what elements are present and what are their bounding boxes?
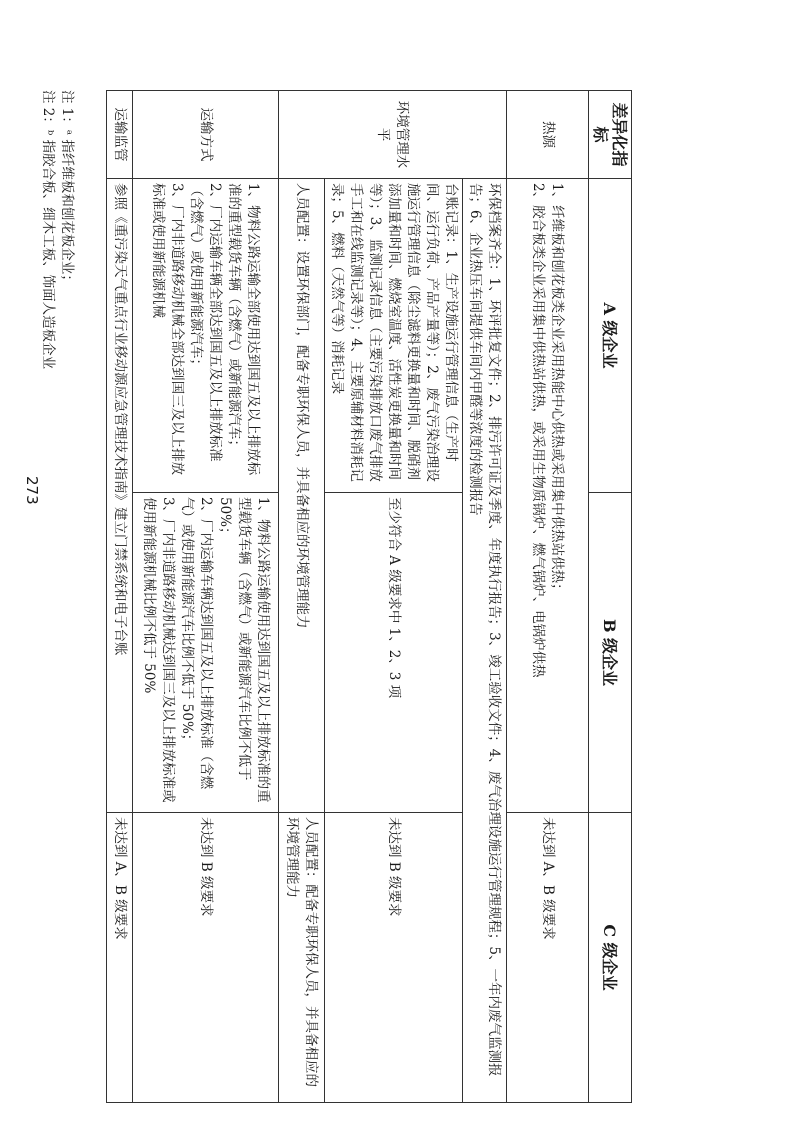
env-archive-text: 环保档案齐全：1、环评批复文件；2、排污许可证及季度、年度执行报告；3、竣工验收文件；4、废气治理设施运行管理规程；5、一年内废气监测报告；6、企业热压车间提供车间内甲醛等浓度的检测报告 bbox=[463, 179, 507, 1103]
heat-source-row bbox=[507, 91, 589, 1103]
transport-label: 运输方式 bbox=[133, 91, 279, 179]
page-number: 273 bbox=[23, 476, 41, 505]
transport-monitor-c: 未达到 A、B 级要求 bbox=[107, 813, 133, 1103]
heat-source-ab bbox=[507, 179, 589, 813]
rotated-content bbox=[23, 90, 632, 1102]
header-level-b: B 级企业 bbox=[589, 493, 632, 813]
table-notes bbox=[38, 90, 76, 1102]
env-staff-row bbox=[279, 91, 325, 1103]
env-ledger-b: 至少符合 A 级要求中 1、2、3 项 bbox=[325, 493, 463, 813]
heat-source-line-1: 1、纤维板和刨花板类企业采用热能中心供热或采用集中供热站供热； bbox=[549, 183, 566, 597]
env-staff-c: 人员配置：配备专职环保人员，并具备相应的环境管理能力 bbox=[279, 813, 325, 1103]
env-management-label: 环境管理水平 bbox=[279, 91, 507, 179]
transport-b bbox=[133, 493, 279, 813]
env-archive-row bbox=[463, 91, 507, 1103]
header-level-c: C 级企业 bbox=[589, 813, 632, 1103]
header-level-a: A 级企业 bbox=[589, 179, 632, 493]
transport-monitor-row bbox=[107, 91, 133, 1103]
transport-row bbox=[133, 91, 279, 1103]
header-indicator: 差异化指标 bbox=[589, 91, 632, 179]
transport-b-line-3: 3、厂内非道路移动机械达到国三及以上排放标准或使用新能源机械比例不低于 50% bbox=[141, 497, 176, 803]
heat-source-line-2: 2、胶合板类企业采用集中供热站供热，或采用生物质锅炉、燃气锅炉、电锅炉供热 bbox=[530, 183, 547, 678]
transport-a-line-3: 3、厂内非道路移动机械全部达到国三及以上排放标准或使用新能源机械 bbox=[150, 183, 186, 476]
differentiation-indicator-table bbox=[106, 90, 632, 1103]
note-1: 注 1：ᵃ 指纤维板和刨花板企业； bbox=[59, 90, 75, 288]
env-ledger-row bbox=[325, 91, 463, 1103]
note-2: 注 2：ᵇ 指胶合板、细木工板、饰面人造板企业 bbox=[40, 90, 56, 370]
transport-monitor-label: 运输监管 bbox=[107, 91, 133, 179]
env-staff-ab: 人员配置：设置环保部门，配备专职环保人员，并具备相应的环境管理能力 bbox=[279, 179, 325, 813]
transport-c: 未达到 B 级要求 bbox=[133, 813, 279, 1103]
transport-b-line-1: 1、物料公路运输使用达到国五及以上排放标准的重型载货车辆（含燃气）或新能源汽车比例不低于 50%； bbox=[217, 497, 271, 803]
env-ledger-a: 台账记录：1、生产设施运行管理信息（生产时间、运行负荷、产品产量等）；2、废气污染治理设施运行管理信息（除尘滤料更换量和时间、脱硝剂添加量和时间、燃烧室温度、活性炭更换量和时间等）；3、监测记录信息（主要污染排放口废气排放手工和在线监测记录等）；4、主要原辅材料消耗记录；5、燃料（天然气等）消耗记录 bbox=[325, 179, 463, 493]
heat-source-c: 未达到 A、B 级要求 bbox=[507, 813, 589, 1103]
heat-source-label: 热源 bbox=[507, 91, 589, 179]
table-header-row bbox=[589, 91, 632, 1103]
transport-b-line-2: 2、厂内运输车辆达到国五及以上排放标准（含燃气）或使用新能源汽车比例不低于 50%； bbox=[179, 497, 214, 790]
env-ledger-c: 未达到 B 级要求 bbox=[325, 813, 463, 1103]
transport-a-line-2: 2、厂内运输车辆全部达到国五及以上排放标准（含燃气）或使用新能源汽车； bbox=[188, 183, 224, 462]
transport-a bbox=[133, 179, 279, 493]
transport-monitor-ab: 参照《重污染天气重点行业移动源应急管理技术指南》建立门禁系统和电子台账 bbox=[107, 179, 133, 813]
transport-a-line-1: 1、物料公路运输全部使用达到国五及以上排放标准的重型载货车辆（含燃气）或新能源汽车； bbox=[226, 183, 262, 476]
